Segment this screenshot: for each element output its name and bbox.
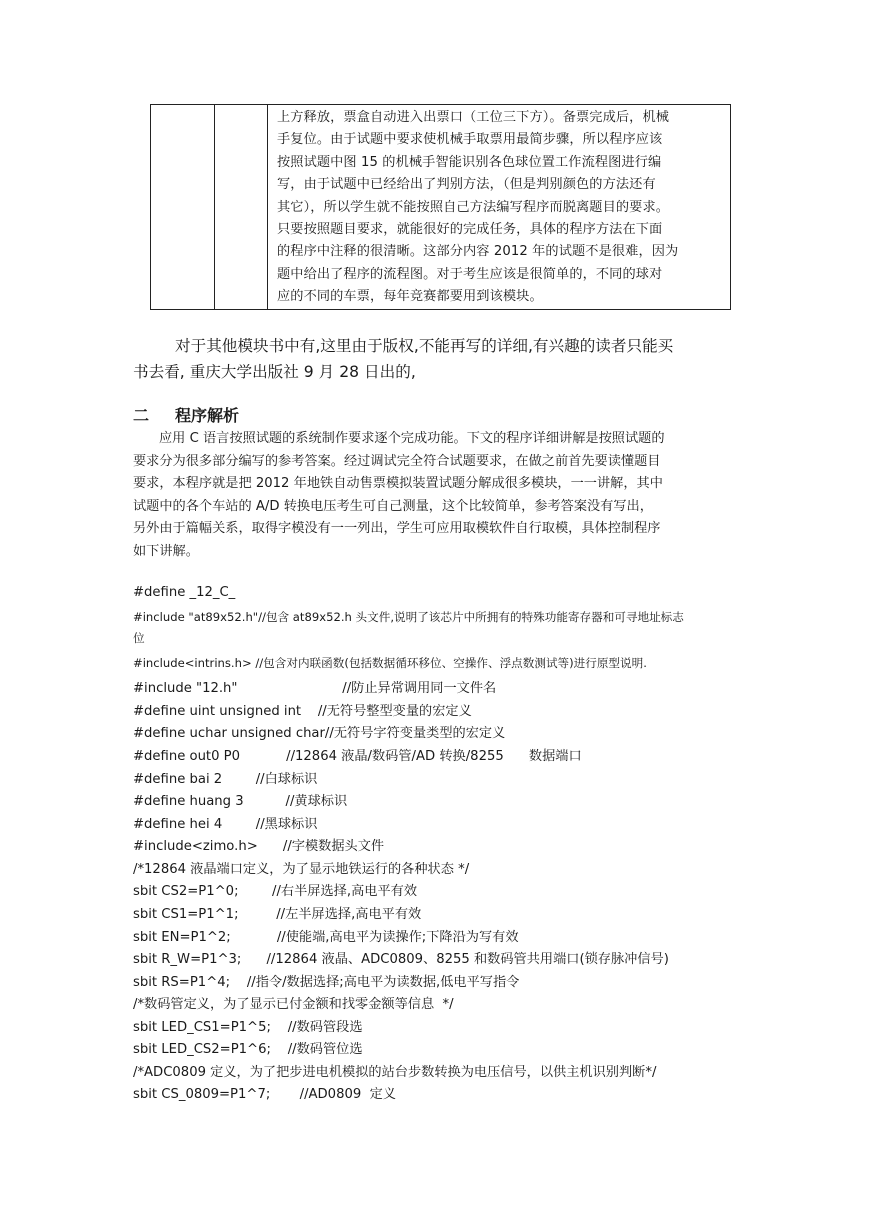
code-line: #define uchar unsigned char//无符号字符变量类型的宏定义 bbox=[133, 726, 506, 741]
table-line: 其它），所以学生就不能按照自己方法编写程序而脱离题目的要求。 bbox=[277, 199, 670, 215]
paragraph-line: 对于其他模块书中有,这里由于版权,不能再写的详细,有兴趣的读者只能买 bbox=[175, 337, 674, 355]
code-line: sbit CS2=P1^0; //右半屏选择,高电平有效 bbox=[133, 884, 418, 899]
code-line: sbit EN=P1^2; //使能端,高电平为读操作;下降沿为写有效 bbox=[133, 930, 519, 945]
paragraph-line: 要求分为很多部分编写的参考答案。经过调试完全符合试题要求，在做之前首先要读懂题目 bbox=[133, 453, 661, 469]
code-line: /*数码管定义，为了显示已付金额和找零金额等信息 */ bbox=[133, 997, 454, 1012]
table-line: 只要按照题目要求，就能很好的完成任务，具体的程序方法在下面 bbox=[277, 222, 663, 238]
code-line: #include<zimo.h> //字模数据头文件 bbox=[133, 839, 385, 854]
code-line: sbit CS1=P1^1; //左半屏选择,高电平有效 bbox=[133, 907, 422, 922]
intro-paragraph bbox=[133, 428, 665, 563]
code-line: 位 bbox=[133, 631, 145, 645]
code-line: sbit LED_CS1=P1^5; //数码管段选 bbox=[133, 1020, 363, 1035]
paragraph-line: 书去看, 重庆大学出版社 9 月 28 日出的, bbox=[133, 363, 416, 381]
code-line: sbit LED_CS2=P1^6; //数码管位选 bbox=[133, 1042, 363, 1057]
copyright-paragraph bbox=[133, 333, 673, 385]
paragraph-line: 另外由于篇幅关系，取得字模没有一一列出，学生可应用取模软件自行取模，具体控制程序 bbox=[133, 521, 661, 536]
table-line: 写，由于试题中已经给出了判别方法，（但是判别颜色的方法还有 bbox=[277, 177, 656, 193]
paragraph-line: 如下讲解。 bbox=[133, 543, 199, 559]
section-number: 二 bbox=[133, 406, 150, 425]
table-line: 应的不同的车票，每年竞赛都要用到该模块。 bbox=[277, 289, 543, 305]
table-line: 的程序中注释的很清晰。这部分内容 2012 年的试题不是很难，因为 bbox=[277, 244, 679, 260]
paragraph-line: 试题中的各个车站的 A/D 转换电压考生可自己测量，这个比较简单，参考答案没有写出， bbox=[133, 498, 653, 514]
code-line: /*12864 液晶端口定义，为了显示地铁运行的各种状态 */ bbox=[133, 862, 470, 877]
code-line: #include<intrins.h> //包含对内联函数(包括数据循环移位、空操作、浮点数测试等)进行原型说明. bbox=[133, 656, 647, 670]
code-line: #define hei 4 //黑球标识 bbox=[133, 817, 318, 832]
code-line: #define huang 3 //黄球标识 bbox=[133, 794, 348, 809]
code-line: #include "at89x52.h"//包含 at89x52.h 头文件,说明了该芯片中所拥有的特殊功能寄存器和可寻地址标志 bbox=[133, 610, 684, 624]
table-description-cell bbox=[277, 107, 729, 309]
table-line: 按照试题中图 15 的机械手智能识别各色球位置工作流程图进行编 bbox=[277, 154, 662, 170]
code-line: #define bai 2 //白球标识 bbox=[133, 772, 318, 787]
code-line: #define uint unsigned int //无符号整型变量的宏定义 bbox=[133, 704, 472, 719]
table-column-2 bbox=[214, 105, 268, 309]
table-line: 题中给出了程序的流程图。对于考生应该是很简单的，不同的球对 bbox=[277, 266, 663, 282]
paragraph-line: 应用 C 语言按照试题的系统制作要求逐个完成功能。下文的程序详细讲解是按照试题的 bbox=[159, 431, 665, 446]
description-table bbox=[150, 104, 731, 310]
code-line: /*ADC0809 定义，为了把步进电机模拟的站台步数转换为电压信号，以供主机识别判断*/ bbox=[133, 1065, 657, 1080]
code-line: #include "12.h" //防止异常调用同一文件名 bbox=[133, 681, 497, 696]
table-column-1 bbox=[151, 105, 215, 309]
table-line: 上方释放，票盒自动进入出票口（工位三下方）。备票完成后，机械 bbox=[277, 110, 670, 125]
code-line: sbit CS_0809=P1^7; //AD0809 定义 bbox=[133, 1087, 397, 1102]
section-heading bbox=[133, 403, 239, 426]
section-title: 程序解析 bbox=[175, 406, 240, 425]
paragraph-line: 要求，本程序就是把 2012 年地铁自动售票模拟装置试题分解成很多模块，一一讲解，其中 bbox=[133, 476, 663, 491]
code-line: sbit R_W=P1^3; //12864 液晶、ADC0809、8255 和数码管共用端口(锁存脉冲信号) bbox=[133, 952, 669, 967]
code-line: #define out0 P0 //12864 液晶/数码管/AD 转换/8255 数据端口 bbox=[133, 749, 582, 764]
code-line: sbit RS=P1^4; //指令/数据选择;高电平为读数据,低电平写指令 bbox=[133, 975, 520, 990]
table-line: 手复位。由于试题中要求使机械手取票用最简步骤，所以程序应该 bbox=[277, 132, 663, 148]
code-line: #define _12_C_ bbox=[133, 585, 236, 600]
